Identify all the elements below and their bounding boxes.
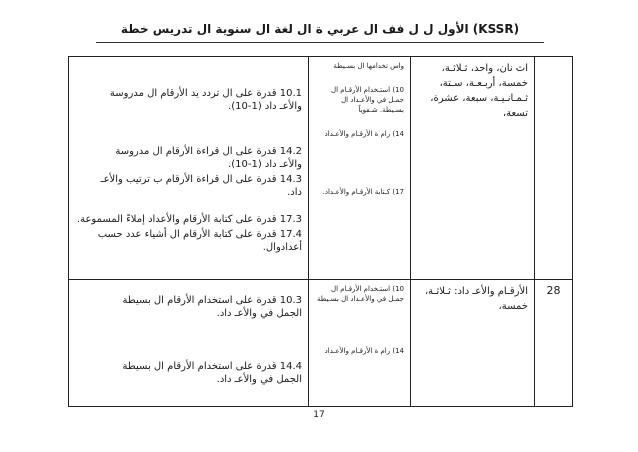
page-number: 17 [313,410,325,420]
content-cell [411,280,535,407]
page-header-title: (KSSR) الأول ل ل فف ال عربي ة ال لغة ال سنوية ال تدريس خطة [120,22,520,36]
learning-standard-item: 17.3 قدرة على كتابة الأرقام والأعداد إملاءً المسموعة. [76,214,302,225]
learning-standard-item: 10.1 قدرة على ال تردد يد الأرقام ال مدروسة والأعـ داد (1-10). [109,88,302,112]
header-divider [96,42,544,43]
spacer [75,284,302,294]
table-row [69,57,573,280]
spacer [75,334,302,360]
content-text: الأرقـام والأعـ داد: ثـلاثـة، خمسة، [424,286,528,312]
standard-item: 17) كـتابة الأرقـام والأعـداد. [322,188,404,196]
standard-item: 10) استـخدام الأرقـام ال جمـل في والأعـداد ال بسـيطة. شـفوياً [331,86,404,114]
standard-item: واس تخدامها ال بسـيطة [333,62,404,70]
lesson-plan-table [68,56,573,407]
week-cell: 28 [535,280,573,407]
spacer [315,153,404,187]
table-row [69,280,573,407]
content-cell [411,57,535,280]
learning-standard-cell [69,280,309,407]
content-text: اث نان، واحد، ثـلاثـة، خمسة، أربـعـة، سـتة، ثـمـانـيـة، سبعة، عشرة، تسعة، [430,63,528,119]
spacer [75,127,302,145]
learning-standard-item: 17.4 قدرة على كتابة الأرقام ال أشياء عدد حسب أعدادوال. [97,229,302,253]
standard-item: 14) رام ة الأرقـام والأعـداد [324,347,404,355]
standard-cell [309,280,411,407]
spacer [75,61,302,87]
learning-standard-cell [69,57,309,280]
learning-standard-item: 14.4 قدرة على استخدام الأرقام ال بسيطة الجمل في والأعـ داد. [122,361,302,385]
week-cell [535,57,573,280]
learning-standard-item: 10.3 قدرة على استخدام الأرقام ال بسيطة الجمل في والأعـ داد. [122,295,302,319]
standard-cell [309,57,411,280]
standard-item: 10) استـخدام الأرقـام ال جمـل في والأعـداد ال بسـيطة [317,285,404,303]
learning-standard-item: 14.2 قدرة على ال قراءة الأرقام ال مدروسة والأعـ داد (1-10). [115,146,302,170]
learning-standard-item: 14.3 قدرة على ال قراءة الأرقام ب ترتيب والأعـ داد. [100,174,302,198]
standard-item: 14) رام ة الأرقـام والأعـداد [324,130,404,138]
spacer [315,318,404,346]
